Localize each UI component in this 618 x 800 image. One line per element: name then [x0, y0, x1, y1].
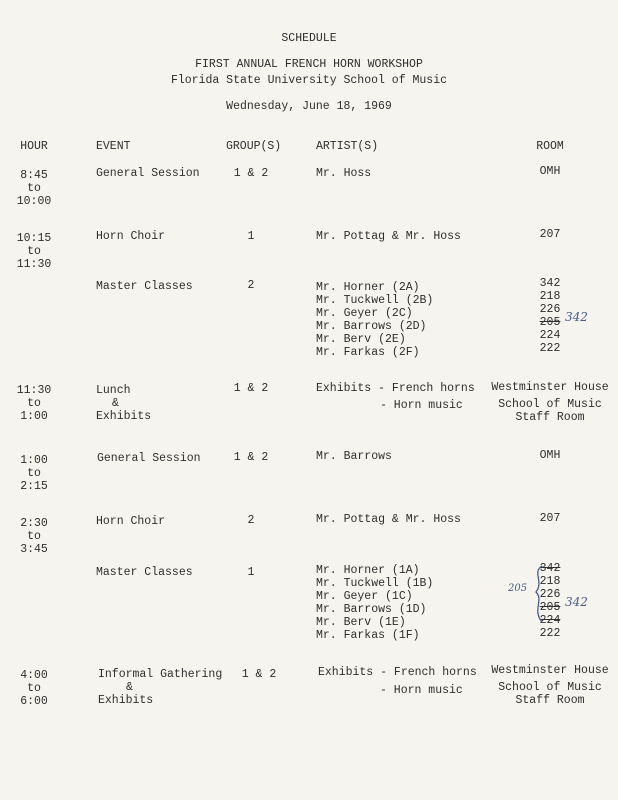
list-item: Mr. Tuckwell (2B) — [316, 294, 434, 307]
session-hour: 2:30 to 3:45 — [20, 517, 48, 556]
session-room: Westminster House School of Music Staff Room — [491, 381, 609, 424]
session-group: 1 & 2 — [233, 167, 269, 180]
session-hour: 4:00 to 6:00 — [20, 669, 48, 708]
master-class-artist-list — [316, 281, 433, 359]
list-item: Mr. Geyer (2C) — [316, 307, 413, 320]
list-item: Mr. Farkas (2F) — [316, 346, 420, 359]
list-item: Mr. Barrows (1D) — [316, 603, 427, 616]
institution-name: Florida State University School of Music — [170, 74, 448, 87]
exhibit-horn-music: - Horn music — [380, 399, 463, 412]
session-group: 1 & 2 — [233, 382, 269, 395]
session-room: OMH — [539, 449, 561, 462]
exhibit-french-horns: Exhibits - French horns — [318, 666, 477, 679]
session-group: 2 — [247, 279, 255, 292]
list-item: Mr. Geyer (1C) — [316, 590, 413, 603]
session-room: Westminster House School of Music Staff Room — [491, 664, 609, 707]
list-item: Mr. Berv (1E) — [316, 616, 406, 629]
session-artist: Mr. Barrows — [316, 450, 392, 463]
event-date: Wednesday, June 18, 1969 — [226, 100, 392, 113]
column-header-event: EVENT — [96, 140, 131, 153]
session-room: 207 — [539, 512, 561, 525]
master-class-artist-list — [316, 564, 433, 642]
session-event: Master Classes — [96, 566, 193, 579]
session-group: 1 — [247, 230, 255, 243]
list-item: Mr. Horner (1A) — [316, 564, 420, 577]
session-room: 207 — [539, 228, 561, 241]
session-hour: 1:00 to 2:15 — [20, 454, 48, 493]
session-event: Horn Choir — [96, 515, 166, 528]
list-item: 226 — [539, 303, 561, 316]
session-artist: Mr. Hoss — [316, 167, 372, 180]
session-room: OMH — [539, 165, 561, 178]
session-event: General Session — [97, 452, 201, 465]
session-group: 1 & 2 — [241, 668, 277, 681]
list-item: 205 — [539, 601, 561, 614]
handwritten-margin-note: 205 — [508, 583, 528, 594]
list-item: 342 — [539, 277, 561, 290]
handwritten-brace-mark — [530, 564, 546, 624]
handwritten-room-correction: 342 — [565, 595, 588, 609]
session-artist: Mr. Pottag & Mr. Hoss — [316, 230, 461, 243]
list-item: 222 — [539, 627, 561, 640]
list-item: 222 — [539, 342, 561, 355]
list-item: Mr. Farkas (1F) — [316, 629, 420, 642]
list-item: 342 — [539, 562, 561, 575]
session-group: 2 — [247, 514, 255, 527]
exhibit-horn-music: - Horn music — [380, 684, 463, 697]
session-hour: 8:45 to 10:00 — [16, 169, 52, 208]
list-item: 224 — [539, 614, 561, 627]
session-event: Master Classes — [96, 280, 193, 293]
session-artist: Mr. Pottag & Mr. Hoss — [316, 513, 461, 526]
handwritten-room-correction: 342 — [565, 310, 588, 324]
list-item: 218 — [539, 290, 561, 303]
list-item: 224 — [539, 329, 561, 342]
column-header-groups: GROUP(S) — [226, 140, 282, 153]
column-header-artists: ARTIST(S) — [316, 140, 379, 153]
session-event: General Session — [96, 167, 200, 180]
list-item: 218 — [539, 575, 561, 588]
session-hour: 10:15 to 11:30 — [16, 232, 52, 271]
list-item: Mr. Berv (2E) — [316, 333, 406, 346]
session-event: Lunch & Exhibits — [96, 384, 152, 423]
list-item: 205 — [539, 316, 561, 329]
list-item: Mr. Horner (2A) — [316, 281, 420, 294]
exhibit-french-horns: Exhibits - French horns — [316, 382, 475, 395]
session-group: 1 — [247, 566, 255, 579]
list-item: Mr. Barrows (2D) — [316, 320, 427, 333]
session-event: Informal Gathering & Exhibits — [98, 668, 223, 707]
session-group: 1 & 2 — [233, 451, 269, 464]
schedule-label: SCHEDULE — [281, 32, 337, 45]
list-item: Mr. Tuckwell (1B) — [316, 577, 434, 590]
workshop-title: FIRST ANNUAL FRENCH HORN WORKSHOP — [195, 58, 423, 71]
column-header-room: ROOM — [536, 140, 564, 153]
column-header-hour: HOUR — [20, 140, 48, 153]
session-hour: 11:30 to 1:00 — [16, 384, 52, 423]
session-event: Horn Choir — [96, 230, 166, 243]
list-item: 226 — [539, 588, 561, 601]
